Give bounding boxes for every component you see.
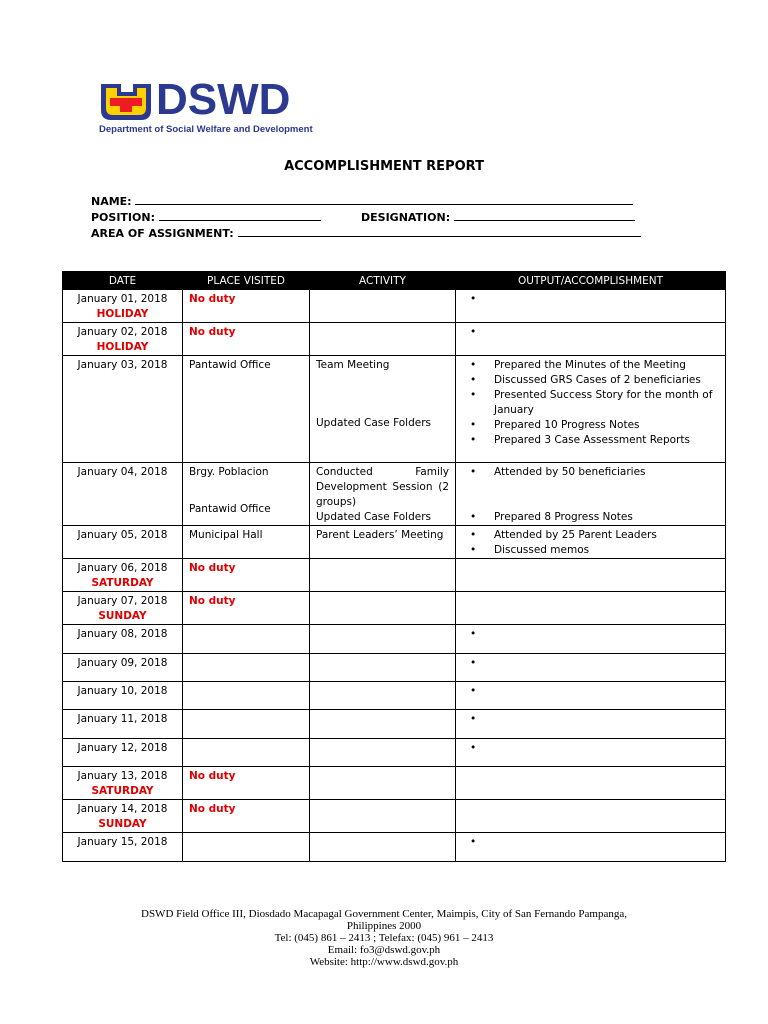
row-place: No duty xyxy=(189,770,236,782)
output-item: • Attended by 25 Parent Leaders xyxy=(490,528,719,543)
header-place: PLACE VISITED xyxy=(183,272,310,290)
row-activity: Conducted Family Development Session (2 groups) xyxy=(316,466,449,508)
row-place: No duty xyxy=(189,595,236,607)
row-tag: SATURDAY xyxy=(91,577,154,589)
name-label: NAME: xyxy=(91,195,132,208)
row-date: January 04, 2018 xyxy=(77,466,168,478)
row-date: January 12, 2018 xyxy=(77,742,168,754)
table-row xyxy=(63,682,726,710)
footer-website: Website: http://www.dswd.gov.ph xyxy=(309,956,459,968)
row-tag: HOLIDAY xyxy=(96,341,149,353)
table-row xyxy=(63,463,726,526)
output-item: • Discussed GRS Cases of 2 beneficiaries xyxy=(490,373,719,388)
row-tag: SUNDAY xyxy=(98,610,147,622)
area-label: AREA OF ASSIGNMENT: xyxy=(91,227,234,240)
area-field[interactable] xyxy=(91,226,641,240)
dswd-logo xyxy=(98,75,318,140)
logo-wordmark: DSWD xyxy=(156,75,291,124)
area-line[interactable] xyxy=(238,226,641,237)
row-date: January 05, 2018 xyxy=(77,529,168,541)
row-place: No duty xyxy=(189,326,236,338)
footer-email: Email: fo3@dswd.gov.ph xyxy=(327,944,441,956)
designation-field[interactable] xyxy=(361,210,635,224)
row-tag: SUNDAY xyxy=(98,818,147,830)
output-item: • Prepared 3 Case Assessment Reports xyxy=(490,433,719,448)
row-place: Municipal Hall xyxy=(189,529,263,541)
accomplishment-table xyxy=(62,271,726,862)
page-title: ACCOMPLISHMENT REPORT xyxy=(284,159,484,174)
output-item: • Prepared 8 Progress Notes xyxy=(490,510,719,525)
footer-address-2: Philippines 2000 xyxy=(346,920,422,932)
row-place: No duty xyxy=(189,803,236,815)
table-row xyxy=(63,710,726,739)
header-output: OUTPUT/ACCOMPLISHMENT xyxy=(456,272,726,290)
row-date: January 01, 2018 xyxy=(77,293,168,305)
table-row xyxy=(63,323,726,356)
table-row xyxy=(63,625,726,654)
row-date: January 08, 2018 xyxy=(77,628,168,640)
footer-phone: Tel: (045) 861 – 2413 ; Telefax: (045) 961 – 2413 xyxy=(274,932,494,944)
dswd-emblem-icon xyxy=(98,80,154,126)
table-row xyxy=(63,290,726,323)
row-tag: HOLIDAY xyxy=(96,308,149,320)
row-activity: Team Meeting xyxy=(316,359,390,371)
row-date: January 09, 2018 xyxy=(77,657,168,669)
row-place: Pantawid Office xyxy=(189,503,271,515)
position-field[interactable] xyxy=(91,210,321,224)
row-activity: Parent Leaders’ Meeting xyxy=(316,529,444,541)
row-date: January 06, 2018 xyxy=(77,562,168,574)
output-item: • Presented Success Story for the month of January xyxy=(490,388,719,418)
footer-address: DSWD Field Office III, Diosdado Macapagal Government Center, Maimpis, City of San Fernando Pampanga, xyxy=(141,908,627,920)
table-row xyxy=(63,833,726,862)
name-line[interactable] xyxy=(135,194,633,205)
designation-label: DESIGNATION: xyxy=(361,211,451,224)
table-row xyxy=(63,654,726,682)
table-row xyxy=(63,592,726,625)
table-row xyxy=(63,559,726,592)
output-item: • Prepared 10 Progress Notes xyxy=(490,418,719,433)
row-activity: Updated Case Folders xyxy=(316,511,431,523)
name-field[interactable] xyxy=(91,194,633,208)
row-place: No duty xyxy=(189,293,236,305)
row-date: January 10, 2018 xyxy=(77,685,168,697)
position-line[interactable] xyxy=(159,210,321,221)
row-place: Pantawid Office xyxy=(189,359,271,371)
row-date: January 03, 2018 xyxy=(77,359,168,371)
logo-subtitle: Department of Social Welfare and Development xyxy=(99,124,313,135)
table-row xyxy=(63,800,726,833)
header-activity: ACTIVITY xyxy=(310,272,456,290)
table-header-row xyxy=(63,272,726,290)
row-place: Brgy. Poblacion xyxy=(189,466,269,478)
row-place: No duty xyxy=(189,562,236,574)
row-date: January 15, 2018 xyxy=(77,836,168,848)
row-tag: SATURDAY xyxy=(91,785,154,797)
row-activity: Updated Case Folders xyxy=(316,417,431,429)
table-row xyxy=(63,526,726,559)
row-date: January 14, 2018 xyxy=(77,803,168,815)
row-date: January 07, 2018 xyxy=(77,595,168,607)
footer xyxy=(0,908,768,968)
row-date: January 13, 2018 xyxy=(77,770,168,782)
row-date: January 02, 2018 xyxy=(77,326,168,338)
row-date: January 11, 2018 xyxy=(77,713,168,725)
table-row xyxy=(63,739,726,767)
table-row xyxy=(63,356,726,463)
position-label: POSITION: xyxy=(91,211,155,224)
header-date: DATE xyxy=(63,272,183,290)
designation-line[interactable] xyxy=(454,210,635,221)
table-row xyxy=(63,767,726,800)
output-item: • Discussed memos xyxy=(490,543,719,558)
output-item: • Prepared the Minutes of the Meeting xyxy=(490,358,719,373)
output-item: • Attended by 50 beneficiaries xyxy=(490,465,719,480)
